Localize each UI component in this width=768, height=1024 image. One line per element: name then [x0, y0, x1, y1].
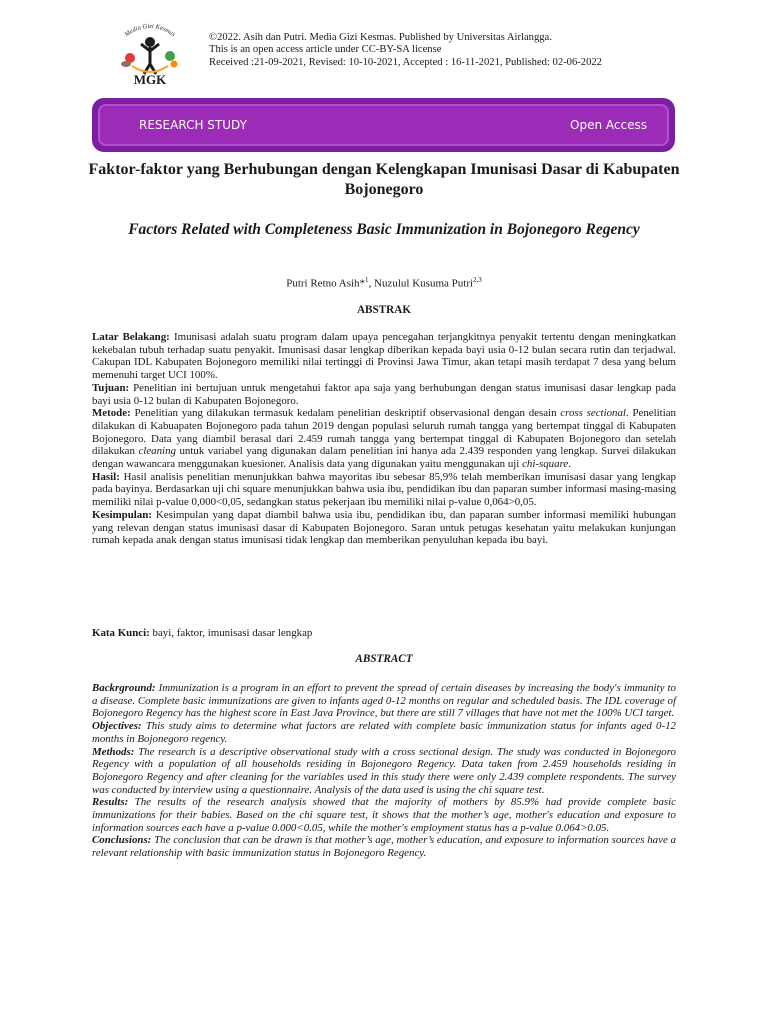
results-text: The results of the research analysis showed that the majority of mothers by 85.9% had provide complete basic immunizations for their babies. Based on the chi square test, it shows that the mother’s age, mother's education and exposure to information sources each have a p-value 0.000<0.05, while the mother's employment status has a p-value 0.064>0.05. [92, 796, 676, 834]
metode-text-4: . [568, 458, 571, 471]
abstract-objectives [92, 720, 676, 745]
methods-text: The research is a descriptive observational study with a cross sectional design. The study was conducted in Bojonegoro Regency with a population of all households residing in Bojonegoro Regency. Data taken from 2.459 households residing in Bojonegoro Regency and after cleaning for the variables used in this study there were only 2.439 complete respondents. The survey was conducted by interview using a questionnaire. Analysis of the data used is using the chi square test. [92, 745, 676, 796]
abstrak-kesimpulan [92, 509, 676, 547]
author-1: Putri Retno Asih* [286, 277, 366, 290]
article-type-label: RESEARCH STUDY [139, 118, 247, 132]
title-indonesian: Faktor-faktor yang Berhubungan dengan Kelengkapan Imunisasi Dasar di Kabupaten Bojonegoro [88, 161, 680, 198]
objectives-text: This study aims to determine what factors are related with complete basic immunization status for infants aged 0-12 months in Bojonegoro regency. [92, 720, 676, 745]
abstrak-hasil [92, 471, 676, 509]
objectives-label: Objectives: [92, 720, 142, 733]
keywords [92, 627, 676, 639]
article-type-banner [92, 98, 675, 152]
abstract-results [92, 796, 676, 834]
abstrak-metode [92, 407, 676, 471]
abstrak-tujuan [92, 382, 676, 407]
kesimpulan-text: Kesimpulan yang dapat diambil bahwa usia ibu, pendidikan ibu, dan paparan sumber informasi memiliki hubungan yang relevan dengan status imunisasi dasar di Kabupaten Bojonegoro. Saran untuk petugas kesehatan yaitu melakukan kunjungan rumah kepada anak dengan status imunisasi tidak lengkap dan memberikan penyuluhan kepada ibu bayi. [92, 508, 676, 547]
conclusions-label: Conclusions: [92, 834, 152, 847]
author-2: Nuzulul Kusuma Putri [374, 277, 474, 290]
author-1-affil: 1 [365, 276, 369, 284]
hasil-label: Hasil: [92, 470, 120, 483]
latar-text: Imunisasi adalah suatu program dalam upaya pencegahan terjangkitnya penyakit tertentu dengan meningkatkan kekebalan tubuh terhadap suatu penyakit. Imunisasi dasar lengkap diberikan kepada bayi usia 0-12 bulan secara rutin dan terjadwal. Cakupan IDL Kabupaten Bojonegoro memiliki nilai tertinggi di Provinsi Jawa Timur, akan tetapi masih terdapat 7 desa yang belum memenuhi target UCI 100%. [92, 331, 677, 382]
metode-text-1: Penelitian yang dilakukan termasuk kedalam penelitian deskriptif observasional dengan desain [130, 407, 561, 420]
keywords-text: bayi, faktor, imunisasi dasar lengkap [149, 627, 313, 639]
keywords-label: Kata Kunci: [92, 627, 150, 639]
metode-label: Metode: [92, 407, 131, 420]
abstrak-heading: ABSTRAK [356, 304, 412, 316]
abstract-conclusions [92, 834, 676, 859]
metode-italic-1: cross sectional [560, 407, 626, 420]
author-2-affil: 2,3 [473, 276, 482, 284]
logo-arc-text: Media Gizi Kesmas [123, 22, 177, 39]
copyright-line: ©2022. Asih dan Putri. Media Gizi Kesmas. Published by Universitas Airlangga. [209, 32, 552, 43]
abstract-heading: ABSTRACT [355, 653, 413, 665]
logo-initials: MGK [133, 72, 167, 86]
metode-text-2: . Penelitian dilakukan di Kabuapaten Bojonegoro pada tahun 2019 dengan populasi seluruh rumah tangga yang bertempat tinggal di Kabupaten Bojonegoro. Data yang diambil berasal dari 2.459 rumah tangga yang bertempat tinggal di Kabupaten Bojonegoro dan setelah dilakukan [92, 407, 676, 458]
banner-inner [98, 104, 669, 146]
abstract-body [92, 682, 676, 860]
tujuan-label: Tujuan: [92, 381, 130, 394]
kesimpulan-label: Kesimpulan: [92, 508, 152, 521]
background-label: Backrground: [92, 682, 156, 694]
journal-logo [108, 20, 192, 86]
conclusions-text: The conclusion that can be drawn is that mother’s age, mother’s education, and exposure to information sources have a relevant relationship with basic immunization status in Bojonegoro Regency. [92, 834, 676, 860]
title-english: Factors Related with Completeness Basic Immunization in Bojonegoro Regency [128, 221, 640, 238]
methods-label: Methods: [92, 745, 135, 758]
dates-line: Received :21-09-2021, Revised: 10-10-2021, Accepted : 16-11-2021, Published: 02-06-2022 [209, 56, 602, 68]
latar-label: Latar Belakang: [92, 331, 170, 343]
results-label: Results: [92, 796, 129, 809]
tujuan-text: Penelitian ini bertujuan untuk mengetahui faktor apa saja yang berhubungan dengan status imunisasi dasar lengkap pada bayi usia 0-12 bulan di Kabupaten Bojonegoro. [92, 381, 676, 407]
metode-text-3: untuk variabel yang digunakan dalam penelitian ini hanya ada 2.439 responden yang lengkap. Survei dilakukan dengan wawancara menggunakan kuesioner. Analisis data yang digunakan yaitu menggunakan uji [92, 445, 676, 471]
open-access-label: Open Access [570, 118, 647, 132]
abstrak-body [92, 331, 676, 547]
background-text: Immunization is a program in an effort to prevent the spread of certain diseases by increasing the body's immunity to a disease. Complete basic immunizations are given to infants aged 0-12 months on regular and scheduled basis. The IDL coverage of Bojonegoro Regency has the highest score in East Java Province, but there are still 7 villages that have not met the 100% UCI target. [92, 682, 676, 720]
hasil-text: Hasil analisis penelitian menunjukkan bahwa mayoritas ibu sebesar 85,9% telah memberikan imunisasi dasar yang lengkap pada bayinya. Berdasarkan uji chi square menunjukkan bahwa usia ibu, pendidikan ibu dan paparan sumber informasi masing-masing memiliki nilai p-value 0,000<0,05, sedangkan status pekerjaan ibu memiliki nilai p-value 0,064>0,05. [92, 470, 676, 509]
abstract-methods [92, 746, 676, 797]
abstract-background [92, 682, 676, 720]
author-separator: , [368, 277, 375, 290]
publication-info [209, 32, 602, 69]
license-line: This is an open access article under CC-BY-SA license [209, 44, 442, 56]
authors [0, 276, 768, 290]
metode-italic-3: chi-square [522, 458, 569, 471]
metode-italic-2: cleaning [138, 445, 176, 458]
abstrak-latar [92, 331, 676, 382]
